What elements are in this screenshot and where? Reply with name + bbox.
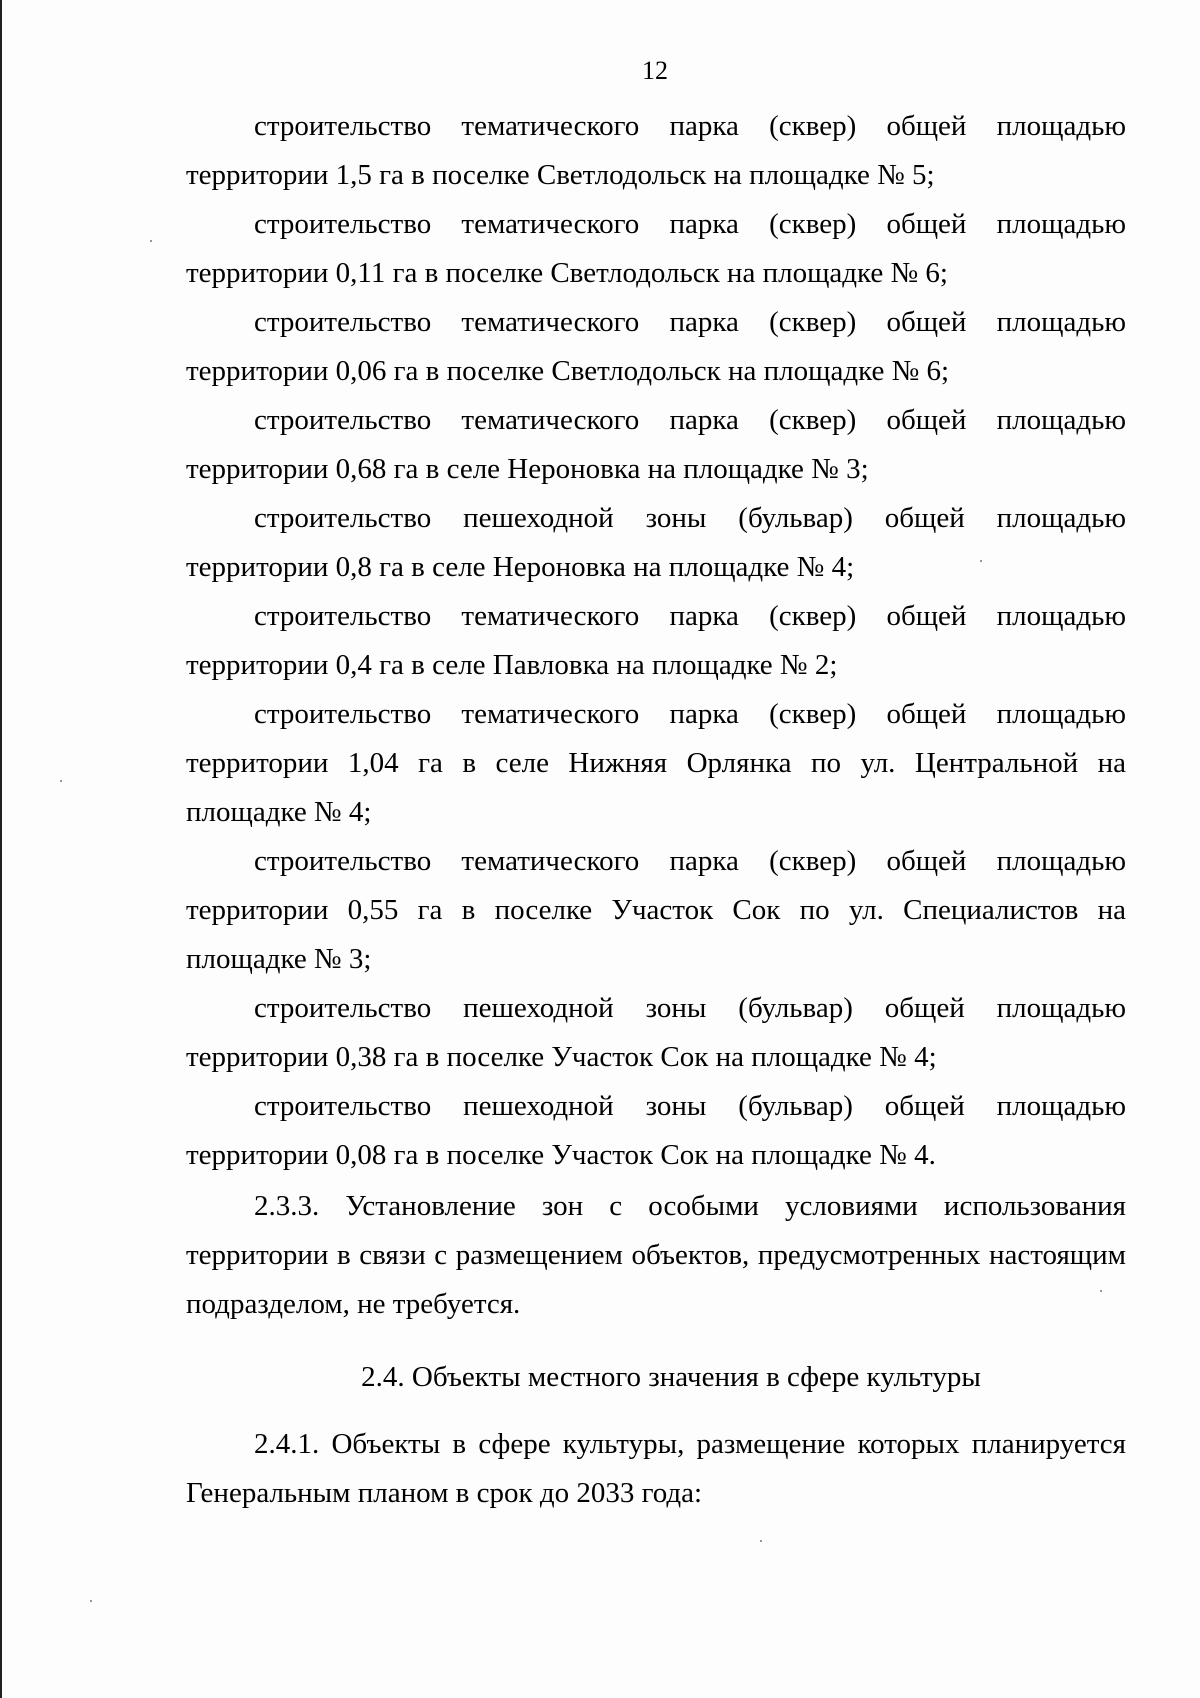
scan-speck [1100,1290,1102,1292]
scan-speck [980,560,982,562]
list-item: строительство пешеходной зоны (бульвар) общей площадью территории 0,08 га в поселке Участок Сок на площадке № 4. [186,1090,1126,1171]
list-item: строительство тематического парка (сквер) общей площадью территории 1,04 га в селе Нижняя Орлянка по ул. Центральной на площадке № 4; [186,698,1126,828]
list-item: строительство тематического парка (сквер) общей площадью территории 0,55 га в поселке Участок Сок по ул. Специалистов на площадке № 3; [186,845,1126,975]
document-body [186,102,1126,1518]
scan-speck [760,1540,762,1542]
clause-2-4-1: 2.4.1. Объекты в сфере культуры, размещение которых планируется Генеральным планом в срок до 2033 года: [186,1428,1126,1509]
list-item: строительство тематического парка (сквер) общей площадью территории 0,68 га в селе Нероновка на площадке № 3; [186,404,1126,485]
section-heading: 2.4. Объекты местного значения в сфере культуры [361,1361,981,1393]
list-item: строительство пешеходной зоны (бульвар) общей площадью территории 0,38 га в поселке Участок Сок на площадке № 4; [186,992,1126,1073]
list-item: строительство тематического парка (сквер) общей площадью территории 0,11 га в поселке Светлодольск на площадке № 6; [186,208,1126,289]
list-item: строительство тематического парка (сквер) общей площадью территории 0,06 га в поселке Светлодольск на площадке № 6; [186,306,1126,387]
clause-2-3-3: 2.3.3. Установление зон с особыми условиями использования территории в связи с размещением объектов, предусмотренных настоящим подразделом, не требуется. [186,1190,1126,1320]
scan-left-edge [0,0,2,1698]
list-item: строительство тематического парка (сквер) общей площадью территории 1,5 га в поселке Светлодольск на площадке № 5; [186,110,1126,191]
construction-list [186,102,1126,1180]
scan-speck [90,1600,92,1602]
scan-speck [60,780,62,782]
list-item: строительство пешеходной зоны (бульвар) общей площадью территории 0,8 га в селе Нероновка на площадке № 4; [186,502,1126,583]
list-item: строительство тематического парка (сквер) общей площадью территории 0,4 га в селе Павловка на площадке № 2; [186,600,1126,681]
page-number: 12 [642,56,668,85]
scan-speck [150,240,152,242]
